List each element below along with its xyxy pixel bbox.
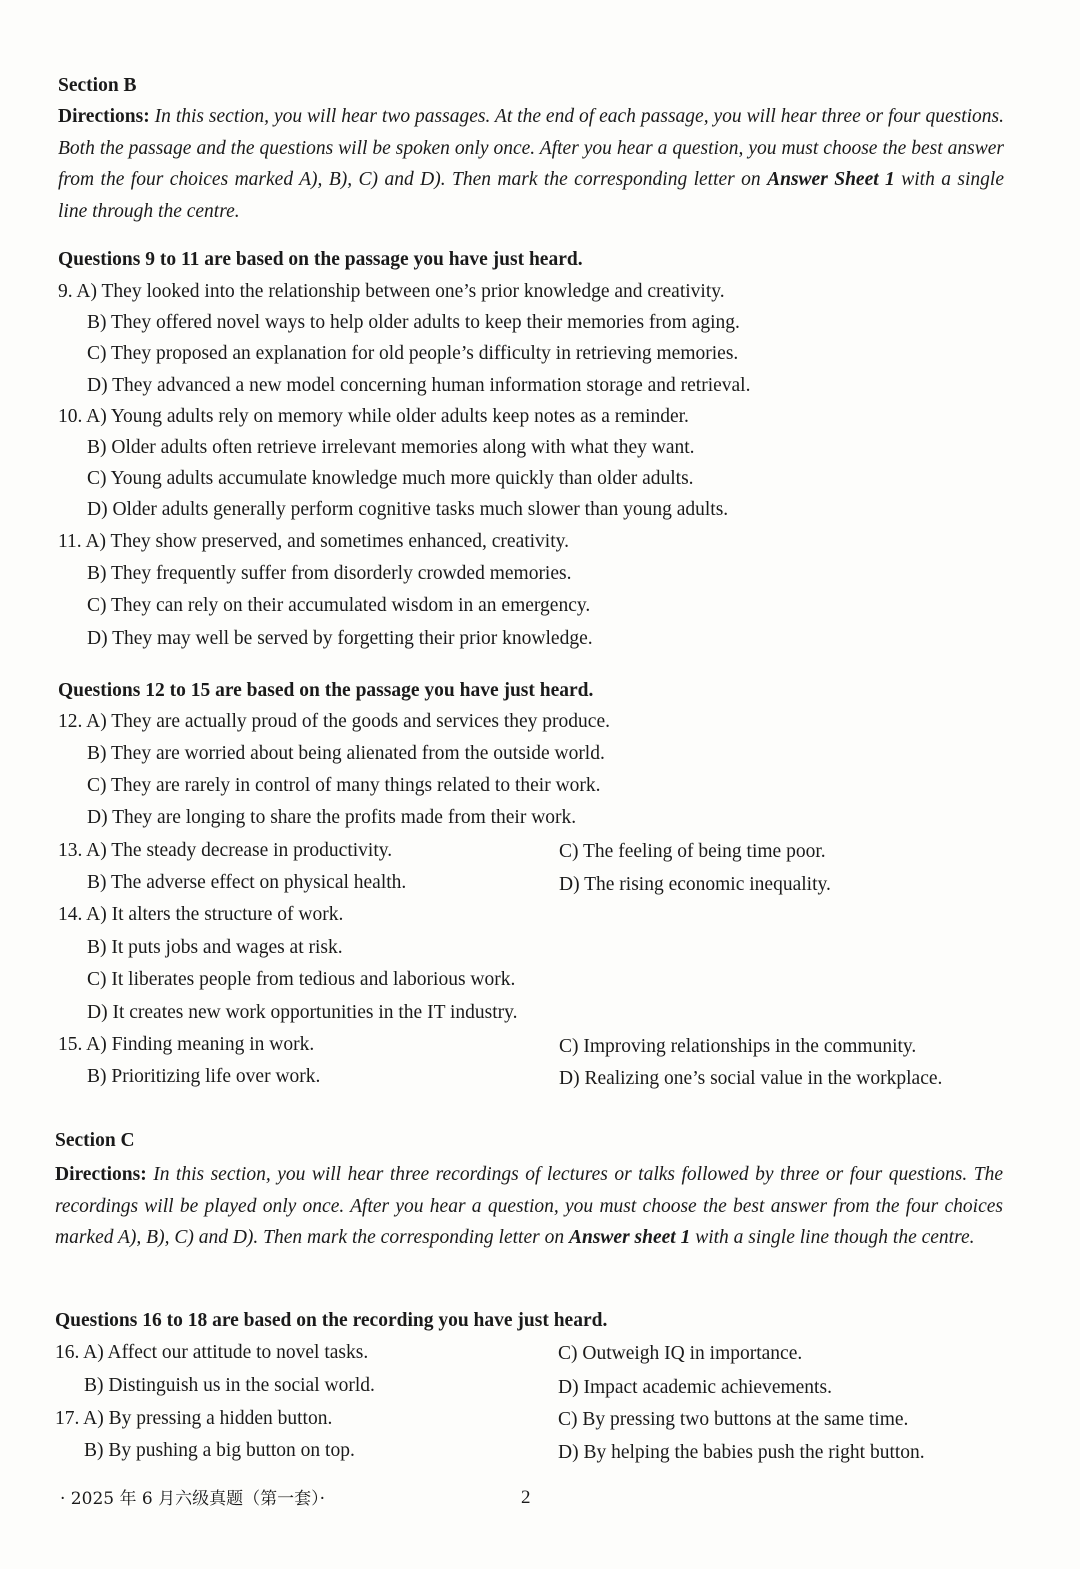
question-16-option-a: 16. A) Affect our attitude to novel tasks. — [55, 1342, 369, 1363]
question-11-option-b: B) They frequently suffer from disorderly crowded memories. — [87, 563, 572, 584]
question-10-option-c: C) Young adults accumulate knowledge much more quickly than older adults. — [87, 468, 694, 489]
question-14-option-d: D) It creates new work opportunities in the IT industry. — [87, 1002, 518, 1023]
question-11-option-a: 11. A) They show preserved, and sometimes enhanced, creativity. — [58, 531, 569, 552]
section-c-directions — [55, 1159, 1003, 1254]
section-c-title: Section C — [55, 1130, 135, 1151]
page-number: 2 — [521, 1487, 531, 1508]
question-17-option-c: C) By pressing two buttons at the same time. — [558, 1409, 909, 1430]
question-15-option-d: D) Realizing one’s social value in the workplace. — [559, 1068, 943, 1089]
question-17-option-a: 17. A) By pressing a hidden button. — [55, 1408, 333, 1429]
question-9-option-d: D) They advanced a new model concerning human information storage and retrieval. — [87, 375, 751, 396]
question-17-option-b: B) By pushing a big button on top. — [84, 1440, 355, 1461]
group-heading-12-15: Questions 12 to 15 are based on the passage you have just heard. — [58, 680, 594, 701]
question-12-option-d: D) They are longing to share the profits made from their work. — [87, 807, 577, 828]
group-heading-16-18: Questions 16 to 18 are based on the recording you have just heard. — [55, 1310, 608, 1331]
question-13-option-b: B) The adverse effect on physical health. — [87, 872, 407, 893]
question-17-option-d: D) By helping the babies push the right button. — [558, 1442, 925, 1463]
directions-text: In this section, you will hear three recordings of lectures or talks followed by three or four questions. The recordings will be played only once. After you hear a question, you must choose the best answer from the four choices marked A), B), C) and D). Then mark the corresponding letter on — [55, 1164, 1003, 1248]
question-14-option-c: C) It liberates people from tedious and laborious work. — [87, 969, 516, 990]
question-9-option-c: C) They proposed an explanation for old people’s difficulty in retrieving memories. — [87, 343, 739, 364]
question-11-option-d: D) They may well be served by forgetting their prior knowledge. — [87, 628, 593, 649]
question-14-option-b: B) It puts jobs and wages at risk. — [87, 937, 343, 958]
group-heading-9-11: Questions 9 to 11 are based on the passage you have just heard. — [58, 249, 583, 270]
question-14-option-a: 14. A) It alters the structure of work. — [58, 904, 344, 925]
question-9-option-b: B) They offered novel ways to help older adults to keep their memories from aging. — [87, 312, 740, 333]
question-16-option-b: B) Distinguish us in the social world. — [84, 1375, 375, 1396]
question-15-option-a: 15. A) Finding meaning in work. — [58, 1034, 315, 1055]
question-15-option-b: B) Prioritizing life over work. — [87, 1066, 321, 1087]
question-10-option-a: 10. A) Young adults rely on memory while older adults keep notes as a reminder. — [58, 406, 689, 427]
question-10-option-d: D) Older adults generally perform cognitive tasks much slower than young adults. — [87, 499, 729, 520]
question-12-option-a: 12. A) They are actually proud of the goods and services they produce. — [58, 711, 610, 732]
question-15-option-c: C) Improving relationships in the community. — [559, 1036, 917, 1057]
question-13-option-d: D) The rising economic inequality. — [559, 874, 831, 895]
directions-text: In this section, you will hear two passages. At the end of each passage, you will hear three or four questions. Both the passage and the questions will be spoken only once. After you hear a question, you must choose the best answer from the four choices marked A), B), C) and D). Then mark the corresponding letter on — [58, 106, 1004, 190]
answer-sheet-ref: Answer sheet 1 — [568, 1227, 691, 1248]
question-10-option-b: B) Older adults often retrieve irrelevant memories along with what they want. — [87, 437, 695, 458]
question-12-option-c: C) They are rarely in control of many things related to their work. — [87, 775, 601, 796]
directions-label: Directions: — [58, 106, 150, 127]
section-b-title: Section B — [58, 75, 137, 96]
question-11-option-c: C) They can rely on their accumulated wisdom in an emergency. — [87, 595, 591, 616]
directions-text-end: with a single line through the centre. — [58, 169, 1004, 222]
question-16-option-c: C) Outweigh IQ in importance. — [558, 1343, 803, 1364]
section-b-directions — [58, 101, 1004, 227]
question-16-option-d: D) Impact academic achievements. — [558, 1377, 832, 1398]
question-13-option-a: 13. A) The steady decrease in productivity. — [58, 840, 393, 861]
answer-sheet-ref: Answer Sheet 1 — [767, 169, 895, 190]
question-13-option-c: C) The feeling of being time poor. — [559, 841, 826, 862]
directions-label: Directions: — [55, 1164, 147, 1185]
question-12-option-b: B) They are worried about being alienated from the outside world. — [87, 743, 605, 764]
footer-source: · 2025 年 6 月六级真题（第一套）· — [60, 1489, 326, 1509]
question-9-option-a: 9. A) They looked into the relationship between one’s prior knowledge and creativity. — [58, 281, 725, 302]
directions-text-end: with a single line though the centre. — [690, 1227, 975, 1248]
